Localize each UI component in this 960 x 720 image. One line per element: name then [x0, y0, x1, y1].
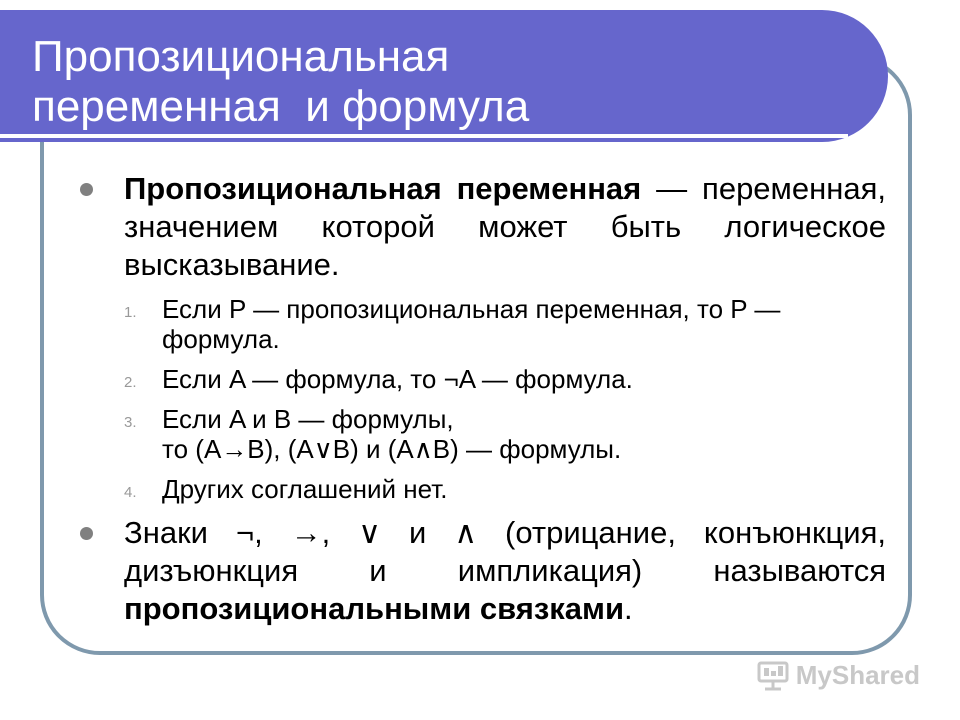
bullet-definition — [80, 170, 886, 284]
rule-item — [80, 294, 886, 354]
rule-item — [80, 404, 886, 464]
rules-list — [80, 294, 886, 504]
title-line-2: переменная и формула — [32, 82, 530, 131]
watermark-text: MyShared — [795, 660, 920, 690]
rule-text: Если A — формула, то ¬A — формула. — [162, 364, 633, 394]
rule-text: Других соглашений нет. — [162, 474, 448, 504]
bullet-connectives-text — [124, 514, 886, 628]
connectives-prefix: Знаки ¬, →, ∨ и ∧ (отрицание, конъюнкция, дизъюнкция и импликация) называются — [124, 515, 886, 588]
slide-title — [32, 32, 852, 132]
rule-number: 4. — [124, 484, 137, 501]
rule-number: 3. — [124, 414, 137, 431]
definition-text: — переменная, значением которой может быть логическое высказывание. — [124, 171, 886, 282]
rule-text: Если P — пропозициональная переменная, то P — формула. — [162, 294, 781, 354]
bullet-connectives — [80, 514, 886, 628]
presentation-board-icon — [756, 661, 790, 691]
term-propositional-variable: Пропозициональная переменная — [124, 171, 642, 206]
connectives-suffix: . — [624, 591, 633, 626]
title-band — [0, 10, 888, 142]
watermark-logo — [756, 660, 920, 691]
bullet-dot — [80, 527, 93, 540]
bullet-dot — [80, 183, 93, 196]
bullet-definition-text — [124, 170, 886, 284]
rule-number: 1. — [124, 304, 137, 321]
rule-number: 2. — [124, 374, 137, 391]
slide-content — [80, 170, 886, 628]
title-underline — [0, 134, 848, 138]
rule-text: Если A и B — формулы, то (A→B), (A∨B) и (A∧B) — формулы. — [162, 404, 622, 464]
rule-item — [80, 474, 886, 504]
term-connectives: пропозициональными связками — [124, 591, 625, 626]
title-line-1: Пропозициональная — [32, 32, 450, 81]
rule-item — [80, 364, 886, 394]
